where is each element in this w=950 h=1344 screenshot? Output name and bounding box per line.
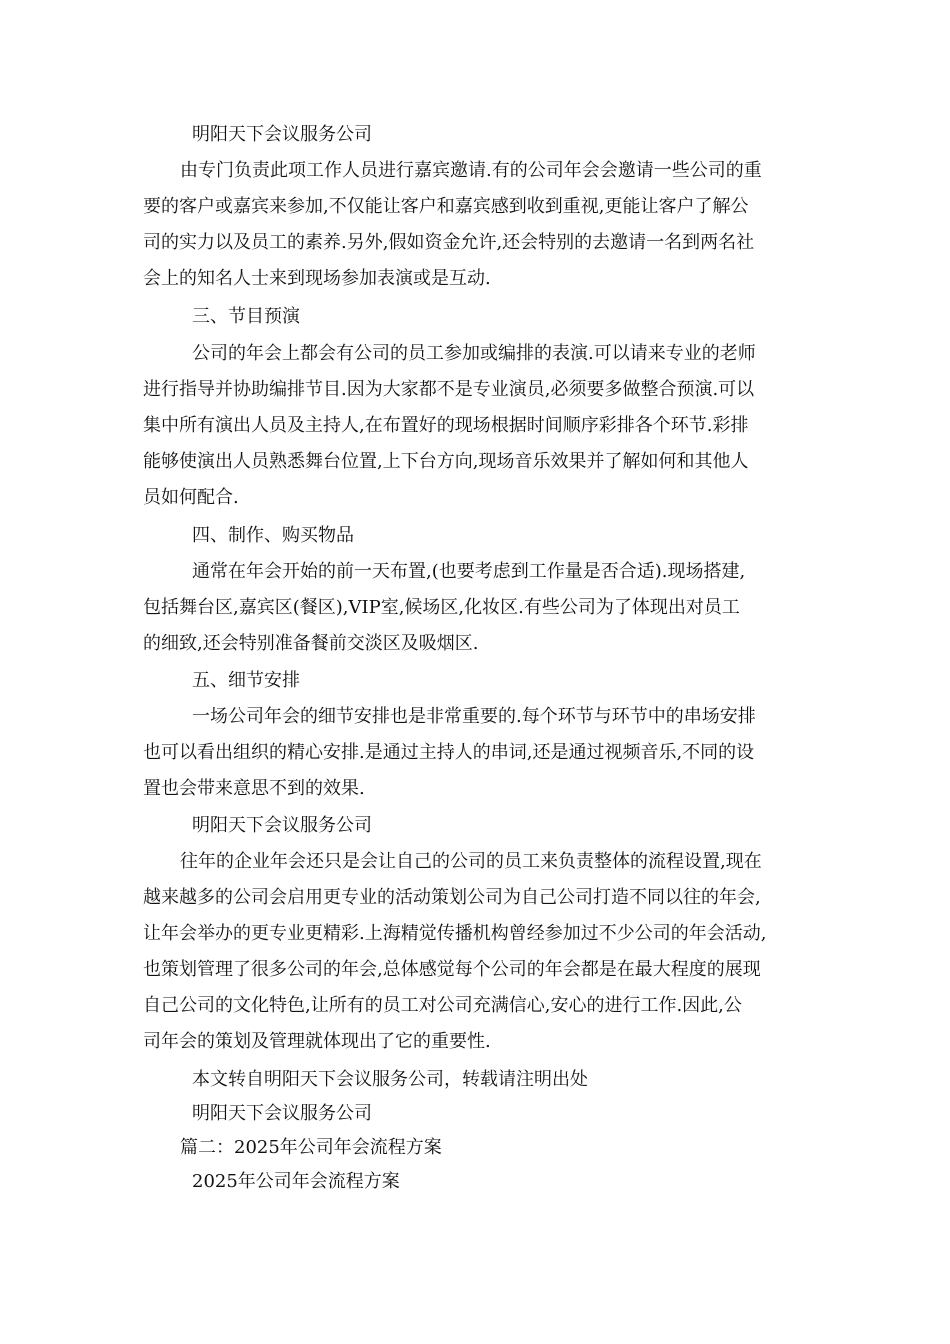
reprint-notice: 本文转自明阳天下会议服务公司，转载请注明出处 — [192, 1069, 588, 1090]
paragraph-line: 要的客户或嘉宾来参加,不仅能让客户和嘉宾感到收到重视,更能让客户了解公 — [143, 196, 749, 217]
paragraph-line: 越来越多的公司会启用更专业的活动策划公司为自己公司打造不同以往的年会, — [143, 887, 761, 908]
paragraph-line: 公司的年会上都会有公司的员工参加或编排的表演.可以请来专业的老师 — [192, 343, 756, 364]
paragraph-line: 的细致,还会特别准备餐前交淡区及吸烟区. — [143, 633, 479, 654]
paragraph-line: 能够使演出人员熟悉舞台位置,上下台方向,现场音乐效果并了解如何和其他人 — [143, 451, 749, 472]
chapter-subtitle: 2025年公司年会流程方案 — [192, 1171, 400, 1192]
chapter-title: 篇二：2025年公司年会流程方案 — [180, 1137, 442, 1158]
paragraph-line: 一场公司年会的细节安排也是非常重要的.每个环节与环节中的串场安排 — [192, 706, 756, 727]
paragraph-line: 会上的知名人士来到现场参加表演或是互动. — [143, 268, 491, 289]
section-heading: 五、细节安排 — [192, 670, 300, 691]
paragraph-line: 司年会的策划及管理就体现出了它的重要性. — [143, 1031, 491, 1052]
company-name-line: 明阳天下会议服务公司 — [192, 815, 372, 836]
section-heading: 四、制作、购买物品 — [192, 525, 354, 546]
paragraph-line: 让年会举办的更专业更精彩.上海精觉传播机构曾经参加过不少公司的年会活动, — [143, 923, 767, 944]
paragraph-line: 司的实力以及员工的素养.另外,假如资金允许,还会特别的去邀请一名到两名社 — [143, 232, 755, 253]
paragraph-line: 也可以看出组织的精心安排.是通过主持人的串词,还是通过视频音乐,不同的设 — [143, 742, 755, 763]
paragraph-line: 置也会带来意思不到的效果. — [143, 778, 365, 799]
paragraph-line: 员如何配合. — [143, 487, 239, 508]
paragraph-line: 往年的企业年会还只是会让自己的公司的员工来负责整体的流程设置,现在 — [180, 851, 762, 872]
section-heading: 三、节目预演 — [192, 306, 300, 327]
paragraph-line: 也策划管理了很多公司的年会,总体感觉每个公司的年会都是在最大程度的展现 — [143, 959, 761, 980]
paragraph-line: 自己公司的文化特色,让所有的员工对公司充满信心,安心的进行工作.因此,公 — [143, 995, 742, 1016]
paragraph-line: 通常在年会开始的前一天布置,(也要考虑到工作量是否合适).现场搭建, — [192, 561, 746, 582]
paragraph-line: 包括舞台区,嘉宾区(餐区),VIP室,候场区,化妆区.有些公司为了体现出对员工 — [143, 597, 740, 618]
company-name-line: 明阳天下会议服务公司 — [192, 124, 372, 145]
paragraph-line: 进行指导并协助编排节目.因为大家都不是专业演员,必须要多做整合预演.可以 — [143, 379, 755, 400]
company-name-line: 明阳天下会议服务公司 — [192, 1103, 372, 1124]
paragraph-line: 由专门负责此项工作人员进行嘉宾邀请.有的公司年会会邀请一些公司的重 — [180, 160, 762, 181]
paragraph-line: 集中所有演出人员及主持人,在布置好的现场根据时间顺序彩排各个环节.彩排 — [143, 415, 749, 436]
